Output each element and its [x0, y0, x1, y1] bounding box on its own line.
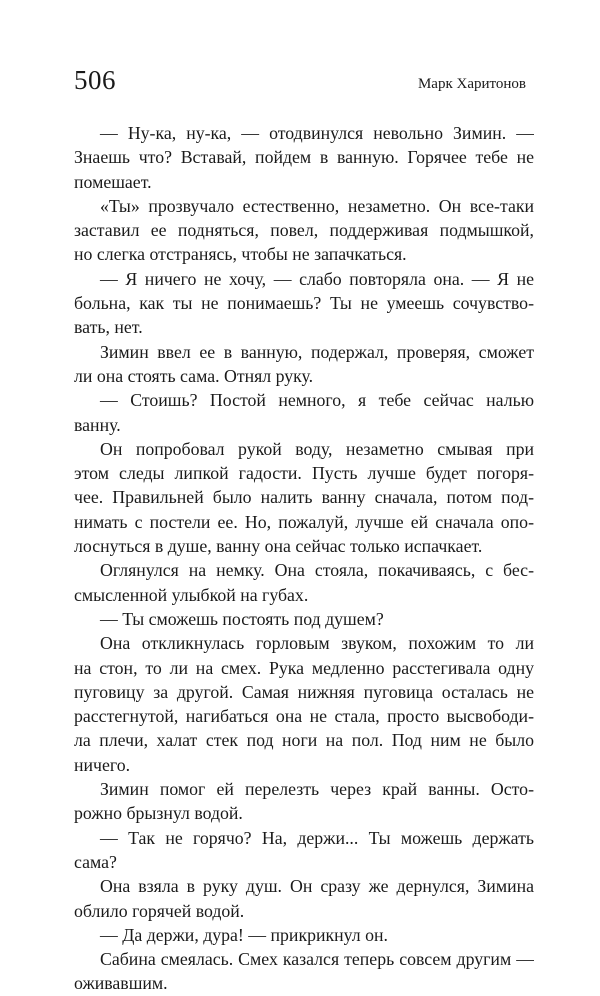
- text-line: Оглянулся на немку. Она стояла, покачиваясь, с бес-: [100, 560, 534, 581]
- text-line: ванну.: [74, 414, 121, 435]
- text-line: — Я ничего не хочу, — слабо повторяла она. — Я не: [100, 268, 534, 289]
- text-line: Она откликнулась горловым звуком, похожим то ли: [100, 633, 534, 654]
- text-line: «Ты» прозвучало естественно, незаметно. Он все-таки: [100, 195, 534, 216]
- text-line: Зимин помог ей перелезть через край ванны. Осто-: [100, 779, 534, 800]
- text-line: на стон, то ли на смех. Рука медленно расстегивала одну: [74, 657, 534, 678]
- text-line: — Стоишь? Постой немного, я тебе сейчас налью: [100, 390, 534, 411]
- text-line: ла плечи, халат стек под ноги на пол. Под ним не было: [74, 730, 534, 751]
- text-line: ничего.: [74, 754, 131, 775]
- page-number: 506: [74, 65, 116, 95]
- text-line: вать, нет.: [74, 317, 143, 338]
- running-head-author: Марк Харитонов: [417, 76, 526, 92]
- text-line: Она взяла в руку душ. Он сразу же дернулся, Зимина: [100, 876, 534, 897]
- text-line: Он попробовал рукой воду, незаметно смывая при: [100, 438, 534, 459]
- text-line: нимать с постели ее. Но, пожалуй, лучше ей сначала опо-: [74, 511, 534, 532]
- text-line: этом следы липкой гадости. Пусть лучше будет погоря-: [74, 463, 534, 484]
- text-line: расстегнутой, нагибаться она не стала, просто высвободи-: [74, 706, 534, 727]
- text-line: чее. Правильней было налить ванну сначала, потом под-: [74, 487, 534, 508]
- text-line: рожно брызнул водой.: [74, 803, 243, 824]
- text-line: оживавшим.: [74, 973, 168, 994]
- text-line: Сабина смеялась. Смех казался теперь совсем другим —: [100, 949, 534, 970]
- text-line: ли она стоять сама. Отнял руку.: [74, 365, 314, 386]
- text-line: — Так не горячо? На, держи... Ты можешь держать: [100, 827, 534, 848]
- text-line: Знаешь что? Вставай, пойдем в ванную. Горячее тебе не: [74, 147, 534, 168]
- text-line: Зимин ввел ее в ванную, подержал, проверяя, сможет: [100, 341, 534, 362]
- text-line: лоснуться в душе, ванну она сейчас только испачкает.: [74, 536, 483, 557]
- text-line: заставил ее подняться, повел, поддерживая подмышкой,: [74, 220, 534, 241]
- text-line: облило горячей водой.: [74, 900, 245, 921]
- text-line: — Ну-ка, ну-ка, — отодвинулся невольно Зимин. —: [100, 123, 534, 143]
- body-text: [74, 121, 534, 996]
- text-line: сама?: [74, 851, 117, 872]
- text-line: — Ты сможешь постоять под душем?: [100, 608, 384, 629]
- text-line: пуговицу за другой. Самая нижняя пуговица осталась не: [74, 681, 534, 702]
- text-line: — Да держи, дура! — прикрикнул он.: [100, 924, 388, 945]
- text-line: но слегка отстранясь, чтобы не запачкаться.: [74, 244, 407, 265]
- text-line: помешает.: [74, 171, 152, 192]
- text-line: больна, как ты не понимаешь? Ты не умеешь сочувство-: [74, 293, 534, 314]
- text-line: смысленной улыбкой на губах.: [74, 584, 309, 605]
